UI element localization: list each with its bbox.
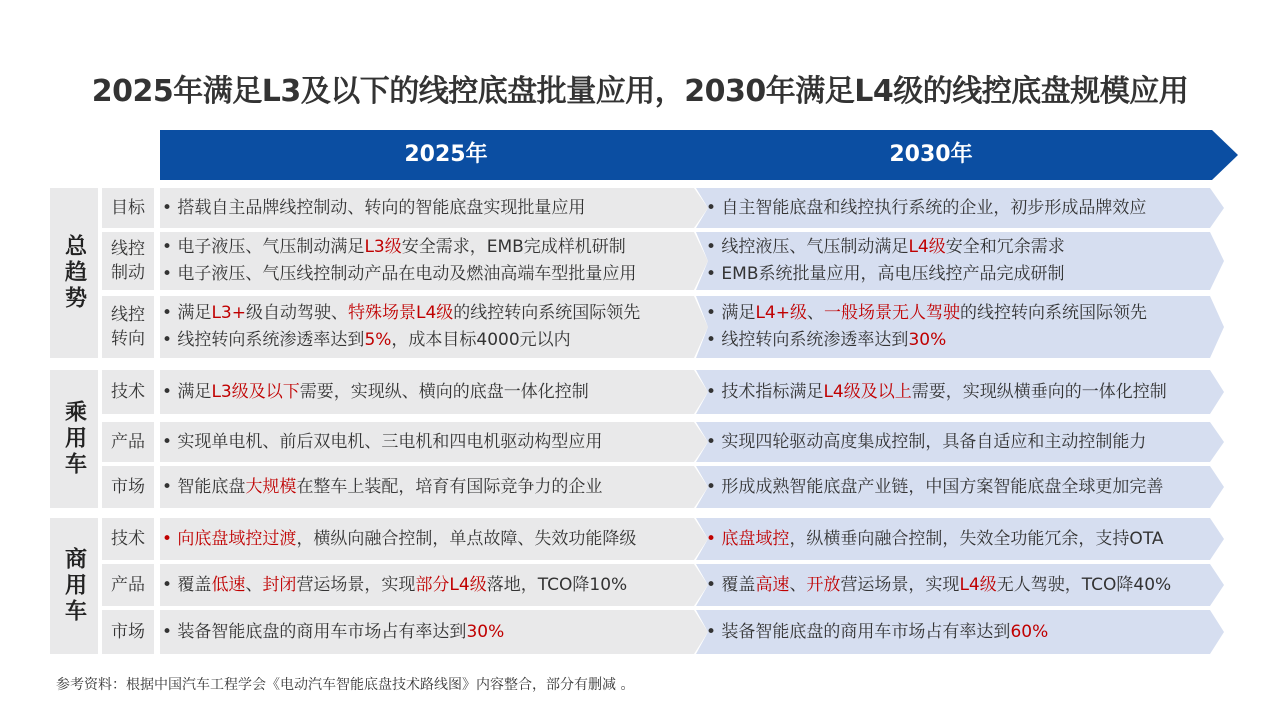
highlight-text: L4级: [908, 237, 946, 257]
text-segment: • 智能底盘: [162, 476, 246, 497]
text-segment: ，纵横垂向融合控制，失效全功能冗余，支持OTA: [789, 528, 1164, 549]
right-cell-line: [706, 300, 1224, 327]
row-category-text: 目标: [111, 198, 145, 218]
cell-2030: [696, 232, 1224, 290]
text-segment: 、: [245, 574, 263, 595]
text-segment: • 满足: [162, 381, 212, 402]
cell-2030: [696, 610, 1224, 654]
text-segment: 无人驾驶，TCO降40%: [996, 574, 1172, 595]
text-segment: 在整车上装配，培育有国际竞争力的企业: [296, 476, 603, 497]
left-cell-line: [162, 195, 708, 222]
text-segment: ，横纵向融合控制，单点故障、失效功能降级: [296, 528, 637, 549]
row-category: [102, 232, 154, 290]
footnote: 参考资料：根据中国汽车工程学会《电动汽车智能底盘技术路线图》内容整合，部分有删减 。: [56, 677, 635, 693]
row-category-text: 线控 制动: [111, 239, 145, 283]
group-label-text: 商用车: [61, 547, 87, 625]
left-cell-line: [162, 327, 708, 354]
cell-2030: [696, 370, 1224, 414]
cell-2025: [160, 518, 708, 560]
left-cell-line: [162, 300, 708, 327]
cell-2030: [696, 188, 1224, 228]
row-category-text: 技术: [111, 382, 145, 402]
cell-2030: [696, 564, 1224, 606]
text-segment: 、: [806, 303, 824, 323]
right-cell-line: [706, 526, 1224, 553]
text-segment: 落地，TCO降10%: [486, 574, 628, 595]
highlight-text: 30%: [908, 330, 947, 350]
text-segment: 营运场景，实现: [296, 574, 416, 595]
cell-2030: [696, 518, 1224, 560]
highlight-text: 部分L4级: [415, 574, 487, 595]
text-segment: 级自动驾驶、: [245, 303, 348, 323]
cell-2025: [160, 564, 708, 606]
text-segment: • 电子液压、气压制动满足: [162, 237, 365, 257]
row-category: [102, 610, 154, 654]
cell-2030: [696, 466, 1224, 508]
row-category: [102, 422, 154, 462]
text-segment: • 满足: [706, 303, 756, 323]
highlight-text: 封闭: [262, 574, 297, 595]
right-cell-line: [706, 619, 1224, 646]
text-segment: ，成本目标4000元以内: [391, 330, 571, 350]
cell-2025: [160, 188, 708, 228]
highlight-text: L4+级: [755, 303, 807, 323]
row-category: [102, 296, 154, 358]
left-cell-line: [162, 234, 708, 261]
left-cell-line: [162, 429, 708, 456]
text-segment: • 技术指标满足: [706, 381, 824, 402]
highlight-text: • 向底盘域控过渡: [162, 528, 297, 549]
text-segment: 的线控转向系统国际领先: [453, 303, 641, 323]
text-segment: • 线控液压、气压制动满足: [706, 237, 909, 257]
group-label-text: 总趋势: [61, 234, 87, 312]
group-overall-trend: [50, 188, 98, 358]
highlight-text: 大规模: [245, 476, 297, 497]
text-segment: • 实现单电机、前后双电机、三电机和四电机驱动构型应用: [162, 431, 603, 452]
right-cell-line: [706, 474, 1224, 501]
right-cell-line: [706, 261, 1224, 288]
row-category-text: 线控 转向: [111, 305, 145, 349]
right-cell-line: [706, 195, 1224, 222]
cell-2030: [696, 422, 1224, 462]
text-segment: 安全和冗余需求: [945, 237, 1065, 257]
cell-2025: [160, 466, 708, 508]
highlight-text: 一般场景无人驾驶: [823, 303, 960, 323]
highlight-text: 60%: [1010, 621, 1049, 642]
highlight-text: L3级及以下: [211, 381, 300, 402]
row-category: [102, 188, 154, 228]
left-cell-line: [162, 619, 708, 646]
cell-2025: [160, 370, 708, 414]
text-segment: 需要，实现纵、横向的底盘一体化控制: [299, 381, 589, 402]
highlight-text: 30%: [466, 621, 505, 642]
cell-2025: [160, 296, 708, 358]
right-cell-line: [706, 327, 1224, 354]
text-segment: • 覆盖: [706, 574, 756, 595]
right-cell-line: [706, 379, 1224, 406]
text-segment: 的线控转向系统国际领先: [959, 303, 1147, 323]
page-title: 2025年满足L3及以下的线控底盘批量应用，2030年满足L4级的线控底盘规模应用: [91, 74, 1189, 109]
row-category: [102, 518, 154, 560]
highlight-text: L3级: [364, 237, 402, 257]
cell-2025: [160, 232, 708, 290]
text-segment: • 装备智能底盘的商用车市场占有率达到: [162, 621, 467, 642]
text-segment: • EMB系统批量应用，高电压线控产品完成研制: [706, 264, 1065, 284]
highlight-text: • 底盘域控: [706, 528, 790, 549]
row-category-text: 产品: [111, 432, 145, 452]
right-cell-line: [706, 572, 1224, 599]
text-segment: • 实现四轮驱动高度集成控制，具备自适应和主动控制能力: [706, 431, 1147, 452]
group-label-text: 乘用车: [61, 400, 87, 478]
cell-2025: [160, 422, 708, 462]
row-category-text: 市场: [111, 477, 145, 497]
text-segment: • 电子液压、气压线控制动产品在电动及燃油高端车型批量应用: [162, 264, 637, 284]
text-segment: 、: [789, 574, 807, 595]
text-segment: • 自主智能底盘和线控执行系统的企业，初步形成品牌效应: [706, 197, 1147, 218]
highlight-text: 特殊场景L4级: [347, 303, 454, 323]
row-category-text: 技术: [111, 529, 145, 549]
text-segment: 营运场景，实现: [840, 574, 960, 595]
text-segment: • 形成成熟智能底盘产业链，中国方案智能底盘全球更加完善: [706, 476, 1164, 497]
highlight-text: L3+: [211, 303, 246, 323]
header-2030: 2030年: [889, 142, 973, 167]
highlight-text: L4级: [959, 574, 997, 595]
row-category: [102, 370, 154, 414]
left-cell-line: [162, 474, 708, 501]
highlight-text: 5%: [364, 330, 392, 350]
right-cell-line: [706, 234, 1224, 261]
right-cell-line: [706, 429, 1224, 456]
highlight-text: 低速: [211, 574, 246, 595]
left-cell-line: [162, 572, 708, 599]
header-2025: 2025年: [404, 142, 488, 167]
left-cell-line: [162, 261, 708, 288]
row-category: [102, 466, 154, 508]
row-category: [102, 564, 154, 606]
text-segment: • 线控转向系统渗透率达到: [162, 330, 365, 350]
row-category-text: 产品: [111, 575, 145, 595]
text-segment: • 装备智能底盘的商用车市场占有率达到: [706, 621, 1011, 642]
text-segment: 需要，实现纵横垂向的一体化控制: [911, 381, 1167, 402]
cell-2030: [696, 296, 1224, 358]
text-segment: • 满足: [162, 303, 212, 323]
text-segment: 安全需求，EMB完成样机研制: [401, 237, 626, 257]
highlight-text: 开放: [806, 574, 841, 595]
cell-2025: [160, 610, 708, 654]
left-cell-line: [162, 379, 708, 406]
left-cell-line: [162, 526, 708, 553]
group-commercial-vehicle: [50, 518, 98, 654]
row-category-text: 市场: [111, 622, 145, 642]
text-segment: • 覆盖: [162, 574, 212, 595]
group-passenger-car: [50, 370, 98, 508]
highlight-text: 高速: [755, 574, 790, 595]
text-segment: • 搭载自主品牌线控制动、转向的智能底盘实现批量应用: [162, 197, 586, 218]
text-segment: • 线控转向系统渗透率达到: [706, 330, 909, 350]
highlight-text: L4级及以上: [823, 381, 912, 402]
